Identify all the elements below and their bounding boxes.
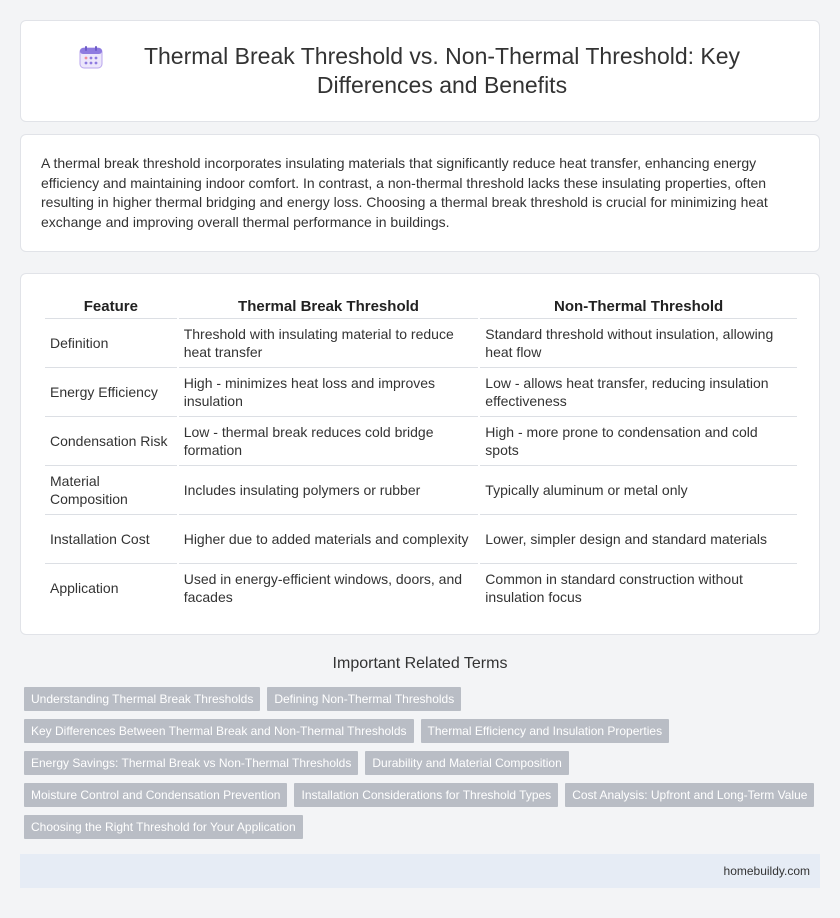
related-term-tag[interactable]: Defining Non-Thermal Thresholds xyxy=(267,687,461,711)
related-term-tag[interactable]: Cost Analysis: Upfront and Long-Term Value xyxy=(565,783,814,807)
intro-paragraph: A thermal break threshold incorporates insulating materials that significantly reduce heat transfer, enhancing energy efficiency and maintaining indoor comfort. In contrast, a non-thermal threshold lacks these insulating properties, often resulting in higher thermal bridging and energy loss. Choosing a thermal break threshold is crucial for minimizing heat exchange and improving overall thermal performance in buildings. xyxy=(41,155,768,230)
page-title: Thermal Break Threshold vs. Non-Thermal Threshold: Key Differences and Benefits xyxy=(143,43,741,98)
thermal-break-cell: Higher due to added materials and complexity xyxy=(179,514,479,563)
non-thermal-cell: Typically aluminum or metal only xyxy=(480,465,797,514)
header-feature: Feature xyxy=(83,298,138,315)
non-thermal-cell: Common in standard construction without insulation focus xyxy=(480,563,797,612)
table-row xyxy=(45,514,797,563)
thermal-break-cell: Low - thermal break reduces cold bridge formation xyxy=(179,416,479,465)
thermal-break-cell: High - minimizes heat loss and improves insulation xyxy=(179,367,479,416)
feature-cell: Condensation Risk xyxy=(45,416,177,465)
feature-cell: Installation Cost xyxy=(45,514,177,563)
feature-cell: Application xyxy=(45,563,177,612)
related-terms-heading: Important Related Terms xyxy=(332,655,508,672)
footer xyxy=(20,854,820,888)
table-row xyxy=(45,416,797,465)
related-term-tag[interactable]: Energy Savings: Thermal Break vs Non-Thermal Thresholds xyxy=(24,751,358,775)
table-row xyxy=(45,465,797,514)
thermal-break-cell: Includes insulating polymers or rubber xyxy=(179,465,479,514)
table-row xyxy=(45,563,797,612)
feature-cell: Energy Efficiency xyxy=(45,367,177,416)
non-thermal-cell: Lower, simpler design and standard materials xyxy=(480,514,797,563)
intro-card xyxy=(20,134,820,252)
related-term-tag[interactable]: Key Differences Between Thermal Break and Non-Thermal Thresholds xyxy=(24,719,414,743)
table-row xyxy=(45,318,797,367)
table-row xyxy=(45,367,797,416)
non-thermal-cell: Low - allows heat transfer, reducing insulation effectiveness xyxy=(480,367,797,416)
title-wrap xyxy=(78,42,762,100)
feature-cell: Definition xyxy=(45,318,177,367)
thermal-break-cell: Threshold with insulating material to reduce heat transfer xyxy=(179,318,479,367)
related-term-tag[interactable]: Durability and Material Composition xyxy=(365,751,568,775)
related-terms-list xyxy=(24,687,824,847)
calendar-icon xyxy=(78,44,104,70)
thermal-break-cell: Used in energy-efficient windows, doors, and facades xyxy=(179,563,479,612)
header-thermal-break: Thermal Break Threshold xyxy=(238,298,419,315)
title-card xyxy=(20,20,820,122)
related-term-tag[interactable]: Choosing the Right Threshold for Your Application xyxy=(24,815,303,839)
header-non-thermal: Non-Thermal Threshold xyxy=(554,298,724,315)
table-header-row xyxy=(45,294,797,318)
related-term-tag[interactable]: Understanding Thermal Break Thresholds xyxy=(24,687,260,711)
feature-cell: Material Composition xyxy=(45,465,177,514)
non-thermal-cell: High - more prone to condensation and cold spots xyxy=(480,416,797,465)
related-term-tag[interactable]: Moisture Control and Condensation Prevention xyxy=(24,783,287,807)
footer-site-link[interactable]: homebuildy.com xyxy=(723,864,810,878)
comparison-table-card xyxy=(20,273,820,635)
non-thermal-cell: Standard threshold without insulation, allowing heat flow xyxy=(480,318,797,367)
comparison-table xyxy=(43,294,799,612)
related-term-tag[interactable]: Installation Considerations for Threshold Types xyxy=(294,783,558,807)
related-term-tag[interactable]: Thermal Efficiency and Insulation Properties xyxy=(421,719,670,743)
